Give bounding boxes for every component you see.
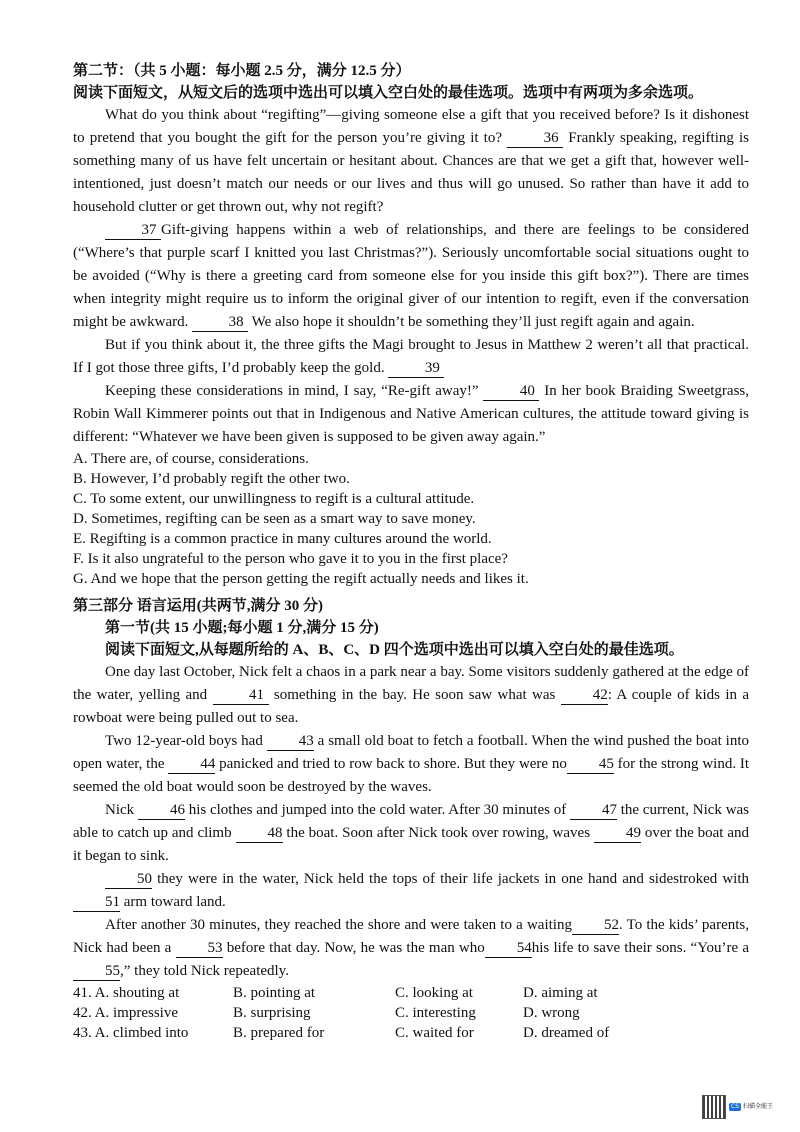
answer-blank: 43 — [267, 733, 314, 751]
choice-c: C. waited for — [395, 1025, 474, 1041]
choice-b: B. surprising — [233, 1005, 311, 1021]
passage-text: ,” they told Nick repeatedly. — [120, 963, 289, 979]
passage-paragraph — [73, 219, 749, 334]
choice-d: D. wrong — [523, 1005, 580, 1021]
choice-b: B. pointing at — [233, 985, 316, 1001]
answer-blank: 39 — [388, 360, 444, 378]
answer-blank: 38 — [192, 314, 248, 332]
choice-c: C. interesting — [395, 1005, 476, 1021]
answer-blank: 37 — [105, 222, 161, 240]
passage-text: Gift-giving happens within a web of relationships, and there are feelings to be considered (“Where’s that purple scarf I knitted you last Christmas?”). Seriously uncomfortable social situations ought to be avoided (“Why is there a greeting card from someone else for you inside this gift box?”). There are times when integrity might require us to inform the original giver of our intention to regift, even if the conversation might be awkward. — [73, 222, 749, 330]
passage-text: Two 12-year-old boys had — [105, 733, 263, 749]
passage-paragraph — [73, 799, 749, 868]
passage-paragraph — [73, 380, 749, 449]
qr-code-icon — [702, 1095, 726, 1119]
passage-text: What do you think about “regifting”—giving someone else a gift that you received before? Is it dishonest to pretend that you bought the gift for the person you’re giving it to? — [73, 107, 749, 146]
answer-blank: 45 — [567, 756, 614, 774]
passage-text: Frankly speaking, regifting is something many of us have felt uncertain or hesitant about. Chances are that we get a gift that, however well-intentioned, just doesn’t match our needs or our lives and thus will go unused. So rather than have it add to household clutter or get thrown out, why not regift? — [73, 130, 750, 215]
answer-blank: 49 — [594, 825, 641, 843]
answer-blank: 42 — [561, 687, 608, 705]
passage-text: for the strong wind. It seemed the old boat would soon be destroyed by the waves. — [73, 756, 750, 795]
section-instruction: 阅读下面短文，从短文后的选项中选出可以填入空白处的最佳选项。选项中有两项为多余选项。 — [73, 85, 704, 101]
answer-blank: 54 — [485, 940, 532, 958]
exam-page — [73, 60, 749, 1043]
choice-row — [73, 1023, 749, 1043]
passage-text: the boat. Soon after Nick took over rowing, waves — [286, 825, 591, 841]
scanner-name: 扫描全能王 — [743, 1103, 774, 1110]
answer-blank: 51 — [73, 894, 120, 912]
passage-paragraph — [73, 104, 749, 219]
answer-blank: 46 — [138, 802, 185, 820]
scanner-watermark — [702, 1090, 798, 1124]
choice-d: D. aiming at — [523, 985, 598, 1001]
passage-text: In her book Braiding Sweetgrass, Robin Wall Kimmerer points out that in Indigenous and Native American cultures, the attitude toward giving is different: “Whatever we have been given is supposed to be given away again.” — [73, 383, 750, 445]
passage-text: Nick — [105, 802, 135, 818]
passage-text: the current, Nick was able to catch up and climb — [73, 802, 750, 841]
passage-text: his life to save their sons. “You’re a — [531, 940, 750, 956]
passage-paragraph — [73, 730, 749, 799]
choice-c: C. looking at — [395, 985, 473, 1001]
passage-paragraph — [73, 334, 749, 380]
passage-text: something in the bay. He soon saw what was — [273, 687, 556, 703]
answer-blank: 40 — [483, 383, 539, 401]
passage-text: : A couple of kids in a rowboat were being pulled out to sea. — [73, 687, 750, 726]
passage-text: his clothes and jumped into the cold water. After 30 minutes of — [188, 802, 567, 818]
passage-text: before that day. Now, he was the man who — [226, 940, 485, 956]
choice-d: D. dreamed of — [523, 1025, 610, 1041]
scanner-logo — [729, 1103, 773, 1111]
answer-blank: 41 — [213, 687, 269, 705]
cs-logo-icon: CS — [731, 1103, 739, 1110]
passage-text: panicked and tried to row back to shore. But they were no — [219, 756, 567, 772]
passage-text: . To the kids’ parents, Nick had been a — [73, 917, 750, 956]
choice-a: 43. A. climbed into — [73, 1025, 189, 1041]
passage-paragraph — [73, 914, 749, 983]
answer-blank: 52 — [572, 917, 619, 935]
choice-a: 42. A. impressive — [73, 1005, 178, 1021]
passage-paragraph — [73, 868, 749, 914]
option-item: D. Sometimes, regifting can be seen as a smart way to save money. — [73, 511, 476, 527]
passage-text: over the boat and it began to sink. — [73, 825, 750, 864]
option-item: F. Is it also ungrateful to the person who gave it to you in the first place? — [73, 551, 508, 567]
passage-text: Keeping these considerations in mind, I say, “Re-gift away!” — [105, 383, 479, 399]
choice-b: B. prepared for — [233, 1025, 325, 1041]
choice-a: 41. A. shouting at — [73, 985, 180, 1001]
answer-blank: 36 — [507, 130, 563, 148]
answer-blank: 47 — [570, 802, 617, 820]
passage-text: One day last October, Nick felt a chaos in a park near a bay. Some visitors suddenly gathered at the edge of the water, yelling and — [73, 664, 749, 703]
answer-blank: 50 — [105, 871, 152, 889]
passage-text: a small old boat to fetch a football. When the wind pushed the boat into open water, the — [73, 733, 749, 772]
part-subtitle: 第一节(共 15 小题;每小题 1 分,满分 15 分) — [105, 620, 379, 636]
answer-blank: 55 — [73, 963, 120, 981]
option-item: C. To some extent, our unwillingness to regift is a cultural attitude. — [73, 491, 475, 507]
choice-row — [73, 983, 749, 1003]
answer-blank: 44 — [168, 756, 215, 774]
passage-text: After another 30 minutes, they reached the shore and were taken to a waiting — [105, 917, 572, 933]
answer-blank: 48 — [236, 825, 283, 843]
option-item: B. However, I’d probably regift the other two. — [73, 471, 350, 487]
passage-text: But if you think about it, the three gifts the Magi brought to Jesus in Matthew 2 weren’t all that practical. If I got those three gifts, I’d probably keep the gold. — [73, 337, 749, 376]
answer-blank: 53 — [176, 940, 223, 958]
passage-text: We also hope it shouldn’t be something they’ll just regift again and again. — [251, 314, 695, 330]
option-list — [73, 449, 749, 589]
part-instruction: 阅读下面短文,从每题所给的 A、B、C、D 四个选项中选出可以填入空白处的最佳选项。 — [105, 642, 684, 658]
passage-paragraph — [73, 661, 749, 730]
option-item: A. There are, of course, considerations. — [73, 451, 309, 467]
choice-table — [73, 983, 749, 1043]
choice-row — [73, 1003, 749, 1023]
option-item: E. Regifting is a common practice in many cultures around the world. — [73, 531, 492, 547]
passage-text: arm toward land. — [123, 894, 226, 910]
passage-text: they were in the water, Nick held the tops of their life jackets in one hand and sidestroked with — [157, 871, 750, 887]
option-item: G. And we hope that the person getting the regift actually needs and likes it. — [73, 571, 529, 587]
part-title: 第三部分 语言运用(共两节,满分 30 分) — [73, 598, 323, 614]
section-title: 第二节：（共 5 小题：每小题 2.5 分，满分 12.5 分） — [73, 63, 411, 79]
